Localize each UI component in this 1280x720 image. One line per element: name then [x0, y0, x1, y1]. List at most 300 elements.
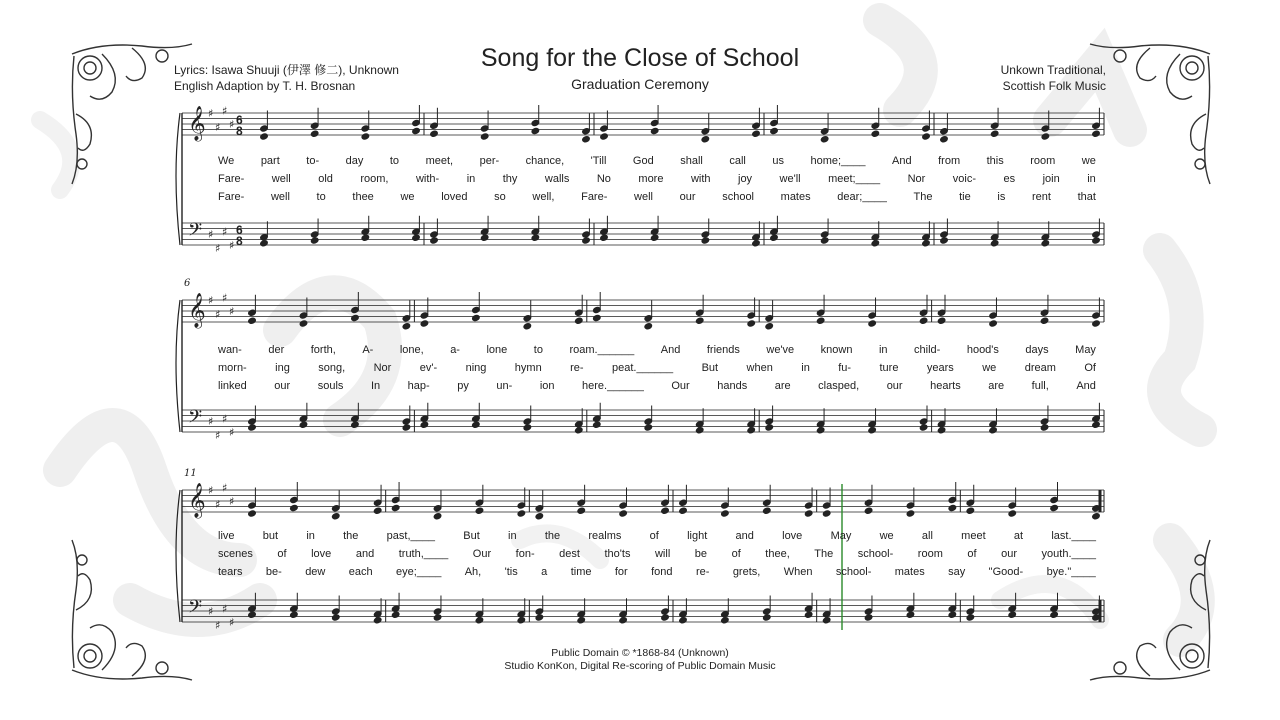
lyric-syllable: roam.______ — [569, 344, 635, 356]
note-head — [747, 320, 756, 327]
lyric-syllable: py — [457, 380, 469, 392]
note-head — [332, 614, 341, 621]
lyric-syllable: Nor — [907, 173, 926, 185]
sharp-icon: ♯ — [208, 294, 214, 307]
sharp-icon: ♯ — [229, 426, 235, 439]
note-head — [868, 320, 877, 327]
lyric-syllable: and — [735, 530, 754, 542]
lyric-syllable: in — [801, 362, 810, 374]
lyric-syllable: grets, — [732, 566, 761, 578]
treble-clef-icon: 𝄞 — [188, 483, 206, 518]
note-head — [430, 237, 439, 244]
lyric-syllable: morn- — [218, 362, 247, 374]
lyric-syllable: room, — [360, 173, 389, 185]
note-head — [361, 133, 370, 140]
lyric-syllable: to- — [306, 155, 320, 167]
composer-line-1: Unkown Traditional, — [1000, 63, 1106, 77]
note-head — [752, 130, 761, 137]
sharp-icon: ♯ — [215, 428, 221, 442]
lyric-syllable: we — [400, 191, 415, 203]
note-head — [804, 510, 813, 517]
time-signature-top: 6 — [236, 223, 243, 237]
note-head — [517, 617, 526, 624]
note-head — [661, 614, 670, 621]
lyric-syllable: we — [1081, 155, 1096, 167]
lyric-syllable: peat.______ — [612, 362, 674, 374]
note-head — [1092, 421, 1101, 428]
lyric-syllable: we — [879, 530, 894, 542]
lyric-verse-1 — [218, 530, 1096, 544]
note-head — [820, 237, 829, 244]
lyric-syllable: days — [1025, 344, 1049, 356]
lyric-syllable: are — [988, 380, 1005, 392]
brace — [176, 300, 180, 432]
note-head — [650, 127, 659, 134]
lyric-syllable: room — [1030, 155, 1056, 167]
lyric-syllable: live — [218, 530, 235, 542]
note-head — [290, 611, 299, 618]
lyric-syllable: in — [306, 530, 315, 542]
note-head — [695, 427, 704, 434]
sharp-icon: ♯ — [208, 228, 214, 241]
lyric-syllable: years — [926, 362, 954, 374]
note-head — [864, 614, 873, 621]
lyric-verse-1 — [218, 344, 1096, 358]
note-head — [752, 240, 761, 247]
lyric-syllable: to — [533, 344, 543, 356]
note-head — [940, 136, 949, 143]
lyric-syllable: The — [913, 191, 933, 203]
note-head — [577, 617, 586, 624]
note-head — [475, 617, 484, 624]
note-head — [472, 314, 481, 321]
lyric-syllable: forth, — [310, 344, 336, 356]
time-signature-bottom: 8 — [236, 124, 243, 138]
sharp-icon: ♯ — [222, 412, 228, 426]
note-head — [1050, 504, 1059, 511]
sharp-icon: ♯ — [215, 618, 221, 632]
sharp-icon: ♯ — [222, 225, 228, 239]
note-head — [593, 421, 602, 428]
note-head — [1041, 133, 1050, 140]
song-subtitle: Graduation Ceremony — [571, 76, 709, 92]
note-head — [402, 424, 411, 431]
note-head — [475, 507, 484, 514]
note-head — [575, 317, 584, 324]
note-head — [644, 424, 653, 431]
lyric-syllable: song, — [318, 362, 346, 374]
lyric-syllable: here.______ — [582, 380, 644, 392]
lyric-syllable: re- — [570, 362, 584, 374]
lyric-syllable: per- — [479, 155, 500, 167]
copyright-line: Public Domain © *1868-84 (Unknown) — [551, 647, 729, 659]
note-head — [310, 237, 319, 244]
note-head — [593, 314, 602, 321]
lyric-syllable: well, — [532, 191, 555, 203]
lyric-syllable: 'Till — [590, 155, 607, 167]
lyric-syllable: fu- — [838, 362, 852, 374]
note-head — [412, 234, 421, 241]
note-head — [919, 424, 928, 431]
lyric-syllable: clasped, — [818, 380, 860, 392]
lyric-syllable: walls — [544, 173, 570, 185]
lyric-syllable: our — [886, 380, 903, 392]
note-head — [1092, 237, 1101, 244]
lyric-syllable: a — [541, 566, 548, 578]
lyric-syllable: "Good- — [988, 566, 1024, 578]
sharp-icon: ♯ — [215, 241, 221, 255]
lyric-syllable: And — [892, 155, 912, 167]
lyric-syllable: and — [355, 548, 375, 560]
lyric-syllable: more — [638, 173, 664, 185]
lyric-syllable: say — [948, 566, 966, 578]
sharp-icon: ♯ — [229, 239, 235, 252]
lyric-syllable: from — [938, 155, 961, 167]
lyric-syllable: day — [345, 155, 364, 167]
lyric-syllable: in — [508, 530, 517, 542]
lyric-syllable: No — [596, 173, 611, 185]
note-head — [1008, 510, 1017, 517]
note-head — [1008, 611, 1017, 618]
lyric-syllable: old — [318, 173, 333, 185]
lyric-syllable: love — [782, 530, 803, 542]
lyric-syllable: the — [343, 530, 359, 542]
note-head — [721, 617, 730, 624]
note-head — [1092, 513, 1101, 520]
lyric-syllable: 'tis — [504, 566, 518, 578]
note-head — [433, 513, 442, 520]
lyric-syllable: this — [986, 155, 1004, 167]
note-head — [650, 234, 659, 241]
lyric-syllable: re- — [695, 566, 710, 578]
note-head — [816, 427, 825, 434]
sharp-icon: ♯ — [215, 497, 221, 511]
lyric-syllable: tho'ts — [604, 548, 631, 560]
lyric-syllable: Nor — [373, 362, 392, 374]
lyric-syllable: last.____ — [1051, 530, 1096, 542]
lyric-syllable: meet, — [425, 155, 454, 167]
note-head — [701, 136, 710, 143]
lyric-verse-2 — [218, 548, 1096, 562]
composer-credit — [1001, 62, 1106, 94]
lyric-syllable: Our — [671, 380, 690, 392]
lyric-syllable: will — [654, 548, 671, 560]
note-head — [948, 504, 957, 511]
sharp-icon: ♯ — [215, 120, 221, 134]
lyricist-line-2: English Adaption by T. H. Brosnan — [174, 79, 356, 93]
note-head — [299, 421, 308, 428]
note-head — [248, 317, 257, 324]
lyric-syllable: room — [917, 548, 943, 560]
note-head — [990, 240, 999, 247]
lyric-syllable: time — [570, 566, 592, 578]
note-head — [523, 323, 532, 330]
studio-line: Studio KonKon, Digital Re-scoring of Public Domain Music — [504, 660, 776, 672]
lyric-syllable: with — [690, 173, 711, 185]
lyric-syllable: us — [772, 155, 784, 167]
lyric-syllable: Fare- — [581, 191, 608, 203]
lyric-verse-1 — [218, 155, 1096, 169]
note-head — [661, 507, 670, 514]
note-head — [531, 234, 540, 241]
note-head — [822, 510, 831, 517]
time-signature-top: 6 — [236, 113, 243, 127]
sharp-icon: ♯ — [208, 484, 214, 497]
footer-credits — [0, 647, 1280, 673]
note-head — [248, 424, 257, 431]
note-head — [864, 507, 873, 514]
lyric-syllable: souls — [317, 380, 344, 392]
sharp-icon: ♯ — [222, 291, 228, 305]
lyric-syllable: of — [649, 530, 659, 542]
note-head — [1050, 611, 1059, 618]
lyric-syllable: May — [1075, 344, 1096, 356]
note-head — [679, 617, 688, 624]
sharp-icon: ♯ — [222, 481, 228, 495]
note-head — [1041, 240, 1050, 247]
sharp-icon: ♯ — [208, 415, 214, 428]
lyric-syllable: fond — [651, 566, 673, 578]
lyric-syllable: Ah, — [464, 566, 482, 578]
note-head — [531, 127, 540, 134]
lyric-syllable: chance, — [525, 155, 565, 167]
note-head — [523, 424, 532, 431]
lyric-syllable: in — [878, 344, 888, 356]
note-head — [966, 614, 975, 621]
lyric-syllable: May — [830, 530, 852, 542]
note-head — [820, 136, 829, 143]
lyric-syllable: And — [1076, 380, 1096, 392]
note-head — [248, 611, 257, 618]
lyric-syllable: school- — [857, 548, 894, 560]
lyric-syllable: A- — [362, 344, 374, 356]
lyricist-credit — [174, 62, 399, 94]
note-head — [989, 427, 998, 434]
note-head — [582, 136, 591, 143]
lyricist-line-1: Lyrics: Isawa Shuuji (伊澤 修二), Unknown — [174, 63, 399, 77]
note-head — [332, 513, 341, 520]
note-head — [644, 323, 653, 330]
note-head — [391, 611, 400, 618]
note-head — [679, 507, 688, 514]
sharp-icon: ♯ — [208, 605, 214, 618]
lyric-syllable: our — [1001, 548, 1018, 560]
note-head — [472, 421, 481, 428]
note-head — [763, 614, 772, 621]
sharp-icon: ♯ — [222, 602, 228, 616]
lyric-syllable: well — [270, 191, 290, 203]
lyric-syllable: In — [370, 380, 381, 392]
lyric-syllable: scenes — [218, 548, 253, 560]
note-head — [351, 421, 360, 428]
sharp-icon: ♯ — [229, 495, 235, 508]
bass-clef-icon: 𝄢 — [188, 407, 203, 432]
lyric-syllable: be- — [265, 566, 282, 578]
note-head — [480, 133, 489, 140]
lyric-syllable: bye."____ — [1046, 566, 1096, 578]
lyric-syllable: dear;____ — [837, 191, 887, 203]
lyric-syllable: hands — [717, 380, 748, 392]
treble-clef-icon: 𝄞 — [188, 106, 206, 141]
note-head — [351, 314, 360, 321]
note-head — [1092, 130, 1101, 137]
bass-clef-icon: 𝄢 — [188, 597, 203, 622]
lyric-syllable: all — [921, 530, 933, 542]
note-head — [575, 427, 584, 434]
lyric-syllable: so — [494, 191, 506, 203]
lyric-syllable: full, — [1031, 380, 1049, 392]
sharp-icon: ♯ — [208, 107, 214, 120]
lyric-syllable: We — [218, 155, 235, 167]
lyric-syllable: in — [1087, 173, 1096, 185]
lyric-syllable: our — [274, 380, 291, 392]
lyric-syllable: meet;____ — [828, 173, 881, 185]
lyric-syllable: realms — [588, 530, 622, 542]
lyric-verse-3 — [218, 380, 1096, 394]
lyric-syllable: Fare- — [218, 191, 245, 203]
lyric-syllable: hearts — [930, 380, 961, 392]
lyric-syllable: meet — [961, 530, 986, 542]
lyric-syllable: hood's — [966, 344, 999, 356]
lyric-syllable: der — [268, 344, 285, 356]
note-head — [906, 611, 915, 618]
lyric-syllable: lone — [486, 344, 508, 356]
lyric-syllable: love — [311, 548, 332, 560]
lyric-syllable: dew — [305, 566, 326, 578]
note-head — [871, 240, 880, 247]
lyric-syllable: hymn — [514, 362, 542, 374]
note-head — [937, 317, 946, 324]
lyric-syllable: And — [660, 344, 681, 356]
lyric-syllable: child- — [914, 344, 941, 356]
lyric-syllable: un- — [496, 380, 513, 392]
note-head — [721, 510, 730, 517]
song-title: Song for the Close of School — [480, 44, 800, 72]
note-head — [906, 510, 915, 517]
note-head — [420, 320, 429, 327]
note-head — [535, 513, 544, 520]
note-head — [600, 234, 609, 241]
note-head — [619, 510, 628, 517]
time-signature-bottom: 8 — [236, 234, 243, 248]
lyric-verse-3 — [218, 191, 1096, 205]
note-head — [430, 130, 439, 137]
lyric-syllable: ning — [465, 362, 487, 374]
lyric-syllable: thee — [352, 191, 374, 203]
sharp-icon: ♯ — [229, 118, 235, 131]
note-head — [816, 317, 825, 324]
music-system-2 — [178, 278, 1106, 442]
note-head — [412, 127, 421, 134]
lyric-syllable: the — [544, 530, 561, 542]
lyric-verse-2 — [218, 173, 1096, 187]
note-head — [919, 317, 928, 324]
note-head — [577, 507, 586, 514]
lyric-syllable: we've — [766, 344, 795, 356]
lyric-syllable: youth.____ — [1041, 548, 1096, 560]
note-head — [260, 240, 269, 247]
lyric-syllable: join — [1042, 173, 1060, 185]
music-system-1 — [178, 105, 1106, 255]
lyric-syllable: when — [746, 362, 773, 374]
note-head — [922, 133, 931, 140]
note-head — [770, 234, 779, 241]
lyric-syllable: with- — [415, 173, 440, 185]
note-head — [804, 611, 813, 618]
note-head — [868, 427, 877, 434]
note-head — [582, 237, 591, 244]
lyric-syllable: a- — [450, 344, 460, 356]
lyric-syllable: we — [982, 362, 997, 374]
lyric-syllable: ev'- — [419, 362, 438, 374]
note-head — [765, 323, 774, 330]
lyric-syllable: for — [614, 566, 628, 578]
lyric-syllable: well — [271, 173, 291, 185]
lyric-syllable: joy — [738, 173, 753, 185]
note-head — [260, 133, 269, 140]
note-head — [600, 133, 609, 140]
composer-line-2: Scottish Folk Music — [1002, 79, 1106, 93]
note-head — [535, 614, 544, 621]
lyric-syllable: each — [348, 566, 373, 578]
lyric-syllable: we'll — [779, 173, 801, 185]
lyric-syllable: Of — [1084, 362, 1096, 374]
lyric-syllable: But — [701, 362, 719, 374]
lyric-syllable: dream — [1024, 362, 1056, 374]
lyric-syllable: dest — [559, 548, 580, 560]
note-head — [402, 323, 411, 330]
measure-number: 6 — [184, 278, 191, 289]
lyric-syllable: The — [814, 548, 834, 560]
lyric-syllable: be — [694, 548, 708, 560]
note-head — [433, 614, 442, 621]
note-head — [619, 617, 628, 624]
lyric-syllable: ion — [539, 380, 555, 392]
lyric-syllable: mates — [894, 566, 925, 578]
lyric-syllable: that — [1077, 191, 1096, 203]
lyric-syllable: rent — [1032, 191, 1051, 203]
sharp-icon: ♯ — [215, 307, 221, 321]
lyric-syllable: wan- — [218, 344, 242, 356]
note-head — [990, 130, 999, 137]
lyric-syllable: light — [687, 530, 708, 542]
note-head — [747, 427, 756, 434]
lyric-syllable: But — [463, 530, 480, 542]
lyric-syllable: home;____ — [810, 155, 866, 167]
note-head — [770, 127, 779, 134]
lyric-syllable: eye;____ — [396, 566, 442, 578]
note-head — [871, 130, 880, 137]
lyric-syllable: to — [389, 155, 400, 167]
sharp-icon: ♯ — [229, 616, 235, 629]
note-head — [361, 234, 370, 241]
note-head — [922, 240, 931, 247]
note-head — [1040, 424, 1049, 431]
lyric-syllable: loved — [441, 191, 468, 203]
lyric-syllable: God — [632, 155, 654, 167]
note-head — [248, 510, 257, 517]
sharp-icon: ♯ — [222, 104, 228, 118]
note-head — [373, 617, 382, 624]
lyric-syllable: When — [783, 566, 813, 578]
note-head — [480, 234, 489, 241]
note-head — [695, 317, 704, 324]
note-head — [937, 427, 946, 434]
lyric-syllable: tears — [218, 566, 243, 578]
treble-clef-icon: 𝄞 — [188, 293, 206, 328]
lyric-syllable: tie — [959, 191, 971, 203]
lyric-verse-2 — [218, 362, 1096, 376]
